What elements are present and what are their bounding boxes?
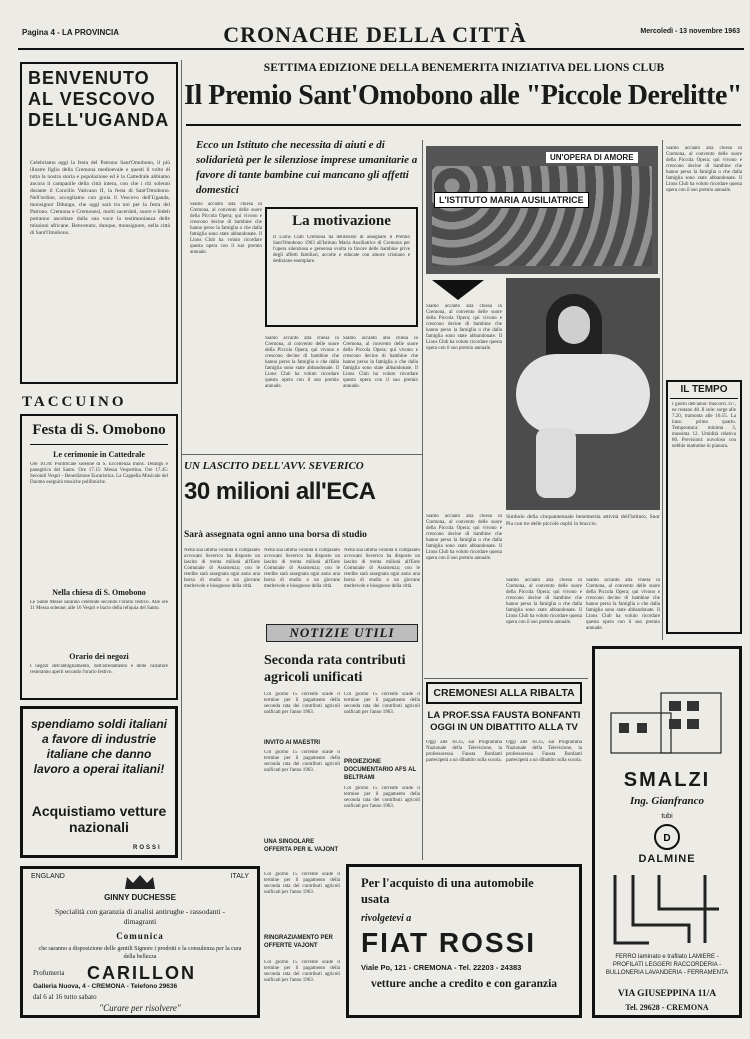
issue-date: Mercoledì - 13 novembre 1963	[640, 28, 740, 35]
ginny-address: Galleria Nuova, 4 - CREMONA - Telefono 29636	[33, 983, 178, 990]
nun-caption: Simbolo della cinquantennale benemerita attività dell'Istituto, Suor Pia con tre delle piccole ospiti in braccio.	[506, 514, 660, 527]
weather-rule	[670, 398, 738, 399]
notizie-body-1: Col giorno 15 corrente scade il termine per il pagamento della seconda rata dei contributi agricoli unificati per l'anno 1963.	[264, 692, 340, 715]
weather-text: I giorni dell'anno: trascorsi 317, ne restano 48. Il sole: sorge alle 7.20, tramonta alle 16.55. La luna: primo quarto. Temperatura: minima 3, massima 12. Umidità relativa 80. Previsioni: nuvoloso con nebbie mattutine in pianura.	[672, 402, 736, 449]
taccuino-box	[20, 414, 178, 700]
notizie-sub-afs: PROIEZIONE DOCUMENTARIO AFS AL BELTRAMI	[344, 759, 416, 781]
smalzi-dalmine: DALMINE	[638, 853, 696, 865]
photo-tag-love: UN'OPERA DI AMORE	[546, 152, 638, 163]
fiat-line3: vetture anche a credito e con garanzia	[370, 978, 558, 990]
bishop-box	[20, 62, 178, 384]
ginny-brand: GINNY DUCHESSE	[104, 893, 176, 902]
taccuino-rule	[30, 444, 168, 445]
ginny-ad	[20, 866, 260, 1018]
masthead-rule	[18, 48, 744, 50]
cremonesi-body-2: Oggi alle 18.35, sul Programma Nazionale della Televisione, la professoressa Fausta Bonfanti parteciperà a un dibattito sulla scuola.	[506, 740, 582, 763]
lions-body-col7: Siamo accanto alla chiesa in Cremona, al convento delle suore della Piccola Opera; qui vivono e crescono decine di bambine che hanno perso la famiglia o che dalla famiglia sono state abbandonate. Il Lions Club ha voluto ricordare questa opera con il suo premio annuale.	[586, 578, 660, 631]
nun-photo	[506, 278, 660, 510]
eca-kicker: UN LASCITO DELL'AVV. SEVERICO	[184, 460, 364, 472]
notizie-body-4: Col giorno 15 corrente scade il termine per il pagamento della seconda rata dei contributi agricoli unificati per l'anno 1963.	[264, 960, 340, 983]
dalmine-logo-icon	[653, 823, 681, 851]
smalzi-desc: FERRO laminato e trafilato LAMIERE - PROFILATI LEGGERI RACCORDERIA - BULLONERIA LAVANDERIA - FERRAMENTA	[605, 954, 729, 976]
taccuino-text2: Le Sante Messe saranno celebrate secondo l'orario festivo. Alle ore 11 Messa solenne; alle 16 Vespri e bacio della reliquia del Santo.	[30, 600, 168, 611]
lions-body-col2: Siamo accanto alla chiesa in Cremona, al convento delle suore della Piccola Opera; qui vivono e crescono decine di bambine che hanno perso la famiglia o che dalla famiglia sono state abbandonate. Il Lions Club ha voluto ricordare questa opera con il suo premio annuale.	[265, 336, 339, 389]
section-title: CRONACHE DELLA CITTÀ	[223, 22, 527, 47]
lions-kicker: SETTIMA EDIZIONE DELLA BENEMERITA INIZIATIVA DEL LIONS CLUB	[263, 62, 665, 74]
taccuino-sub2: Nella chiesa di S. Omobono	[52, 588, 146, 597]
lions-body-col4: Siamo accanto alla chiesa in Cremona, al convento delle suore della Piccola Opera; qui vivono e crescono decine di bambine che hanno perso la famiglia o che dalla famiglia sono state abbandonate. Il Lions Club ha voluto ricordare questa opera con il suo premio annuale.	[426, 304, 502, 351]
bishop-headline: BENVENUTO AL VESCOVO DELL'UGANDA	[28, 68, 170, 130]
weather-box	[666, 380, 742, 634]
eca-body-col2: Nella sua ultima volontà il compianto avvocato Severico ha disposto un lascito di trenta milioni all'Ente Comunale di Assistenza; con le rendite sarà assegnata ogni anno una borsa di studio a un giovane meritevole e bisognoso della città.	[264, 548, 340, 589]
notizie-headline: Seconda rata contributi agricoli unificati	[264, 653, 406, 685]
lions-body-col1: Siamo accanto alla chiesa in Cremona, al convento delle suore della Piccola Opera; qui vivono e crescono decine di bambine che hanno perso la famiglia o che dalla famiglia sono state abbandonate. Il Lions Club ha voluto ricordare questa opera con il suo premio annuale.	[190, 202, 262, 255]
smalzi-tel: Tel. 29628 - CREMONA	[625, 1003, 709, 1012]
ginny-shop-name: CARILLON	[87, 963, 196, 983]
pipes-illustration	[609, 869, 727, 949]
eca-headline: 30 milioni all'ECA	[184, 478, 376, 505]
motivazione-text: Il Lions Club Cremona ha deliberato di assegnare il Premio Sant'Omobono 1963 all'Istituto Maria Ausiliatrice di Cremona per l'opera silenziosa e generosa svolta in favore delle bambine prive degli affetti familiari, accolte e educate con amore cristiano e dedizione esemplare.	[273, 235, 410, 264]
smalzi-owner: Ing. Gianfranco	[630, 795, 704, 807]
smalzi-ad	[592, 646, 742, 1018]
fiat-rossi-ad	[346, 864, 582, 1018]
bishop-body: Celebriamo oggi la festa del Patrono Sant'Omobono, il più illustre figlio della Cremona medioevale e questi il volto di tutta la nostra storia e popolazione ed è la Cattedrale abbiamo ancora il campanile della città intera, con che i riti solenni durante il Concilio Vaticano II, la festa di Sant'Omobono. Nell'ordine, accogliamo con gioia il Vescovo dell'Uganda, monsignor Ddungu, che oggi sarà tra noi per la festa del Patrono. Cremona e Cremonesi, molti sacerdoti, suore e fedeli potranno ascoltare dalla sua voce la testimonianza delle missioni africane. Benvenuto, dunque, monsignore, nella città di Sant'Omobono.	[30, 160, 170, 236]
taccuino-sub3: Orario dei negozi	[69, 652, 129, 661]
notizie-body-3: Col giorno 15 corrente scade il termine per il pagamento della seconda rata dei contributi agricoli unificati per l'anno 1963.	[264, 872, 340, 895]
ginny-line1: Specialità con garanzia di analisi antirughe - rassodanti - dimagranti	[55, 907, 225, 926]
motivazione-box	[265, 207, 418, 327]
taccuino-label: TACCUINO	[22, 394, 127, 410]
ginny-line2: che saranno a disposizione delle gentili Signore i prodotti e la consulenza per la cura della bellezza	[38, 946, 242, 960]
buy-italian-sign: ROSSI	[133, 845, 162, 851]
fiat-brand: FIAT ROSSI	[361, 927, 537, 958]
column-rule	[182, 454, 422, 455]
fiat-address: Viale Po, 121 - CREMONA - Tel. 22203 - 24383	[361, 963, 522, 972]
building-illustration	[607, 683, 729, 757]
notizie-label: NOTIZIE UTILI	[266, 624, 418, 642]
eca-body-col3: Nella sua ultima volontà il compianto avvocato Severico ha disposto un lascito di trenta milioni all'Ente Comunale di Assistenza; con le rendite sarà assegnata ogni anno una borsa di studio a un giovane meritevole e bisognoso della città.	[344, 548, 420, 589]
cremonesi-headline: LA PROF.SSA FAUSTA BONFANTI OGGI IN UN DIBATTITO ALLA TV	[427, 710, 581, 733]
smalzi-address: VIA GIUSEPPINA 11/A	[617, 989, 717, 999]
svg-text:D: D	[663, 833, 671, 844]
lions-body-col6: Siamo accanto alla chiesa in Cremona, al convento delle suore della Piccola Opera; qui vivono e crescono decine di bambine che hanno perso la famiglia o che dalla famiglia sono state abbandonate. Il Lions Club ha voluto ricordare questa opera con il suo premio annuale.	[506, 578, 582, 625]
children-photo	[426, 146, 658, 274]
photo-tag-istituto: L'ISTITUTO MARIA AUSILIATRICE	[434, 192, 589, 208]
cremonesi-body-1: Oggi alle 18.35, sul Programma Nazionale della Televisione, la professoressa Fausta Bonfanti parteciperà a un dibattito sulla scuola.	[426, 740, 502, 763]
eca-body-col1: Nella sua ultima volontà il compianto avvocato Severico ha disposto un lascito di trenta milioni all'Ente Comunale di Assistenza; con le rendite sarà assegnata ogni anno una borsa di studio a un giovane meritevole e bisognoso della città.	[184, 548, 260, 589]
ginny-motto: "Curare per risolvere"	[99, 1003, 181, 1013]
notizie-sub-vajont: UNA SINGOLARE OFFERTA PER IL VAJONT	[264, 839, 339, 853]
taccuino-title: Festa di S. Omobono	[32, 422, 166, 438]
smalzi-brand: SMALZI	[623, 769, 711, 791]
ginny-hours: dal 6 al 16 tutto sabato	[33, 993, 97, 1001]
buy-italian-ad	[20, 706, 178, 858]
ginny-england: ENGLAND	[31, 873, 65, 880]
cremonesi-label-box	[426, 682, 582, 704]
fiat-line2: rivolgetevi a	[361, 913, 412, 924]
motivazione-title: La motivazione	[292, 213, 391, 229]
column-rule	[422, 140, 423, 860]
page-label: Pagina 4 - LA PROVINCIA	[22, 28, 120, 37]
notizie-sub-ringraz: RINGRAZIAMENTO PER OFFERTE VAJONT	[264, 935, 333, 949]
lions-body-col5: Siamo accanto alla chiesa in Cremona, al convento delle suore della Piccola Opera; qui vivono e crescono decine di bambine che hanno perso la famiglia o che dalla famiglia sono state abbandonate. Il Lions Club ha voluto ricordare questa opera con il suo premio annuale.	[426, 514, 502, 561]
column-rule	[662, 140, 663, 640]
ginny-italy: ITALY	[230, 873, 249, 880]
fiat-line1: Per l'acquisto di una automobile usata	[361, 876, 534, 906]
taccuino-text1: Ore 10.30: Pontificale solenne di S. Eccellenza mons. Ddungu e panegirico del Santo. Ore 17.15: Messa Vespertina. Ore 17.45: Secondi Vespri - Benedizione Eucaristica. La Cappella Musicale del Duomo eseguirà musiche polifoniche.	[30, 462, 168, 485]
crown-icon	[123, 873, 157, 891]
lions-body-col3: Siamo accanto alla chiesa in Cremona, al convento delle suore della Piccola Opera; qui vivono e crescono decine di bambine che hanno perso la famiglia o che dalla famiglia sono state abbandonate. Il Lions Club ha voluto ricordare questa opera con il suo premio annuale.	[343, 336, 418, 389]
cremonesi-label: CREMONESI ALLA RIBALTA	[433, 687, 575, 699]
lions-headline: Il Premio Sant'Omobono alle "Piccole Derelitte"	[184, 80, 742, 111]
notizie-body-6: Col giorno 15 corrente scade il termine per il pagamento della seconda rata dei contributi agricoli unificati per l'anno 1963.	[344, 786, 420, 809]
lions-deck: Ecco un Istituto che necessita di aiuti e di solidarietà per le silenziose imprese umanitarie a favore di tante bambine cui mancano gli affetti domestici	[196, 139, 418, 196]
notizie-sub-maestri: INVITO AI MAESTRI	[264, 740, 321, 746]
notizie-body-2: Col giorno 15 corrente scade il termine per il pagamento della seconda rata dei contributi agricoli unificati per l'anno 1963.	[264, 750, 340, 773]
column-rule	[181, 60, 182, 860]
buy-italian-text: spendiamo soldi italiani a favore di industrie italiane che danno lavoro a operai italiani!	[30, 717, 168, 776]
notizie-body-5: Col giorno 15 corrente scade il termine per il pagamento della seconda rata dei contributi agricoli unificati per l'anno 1963.	[344, 692, 420, 715]
smalzi-tubi: tubi	[661, 813, 673, 820]
taccuino-text3: I negozi dell'abbigliamento, dell'arredamento e delle calzature resteranno aperti secondo l'orario festivo.	[30, 664, 168, 675]
ginny-shop-label: Profumeria	[33, 969, 65, 977]
eca-deck: Sarà assegnata ogni anno una borsa di studio	[184, 530, 367, 540]
buy-italian-slogan: Acquistiamo vetture nazionali	[31, 803, 167, 835]
taccuino-sub1: Le cerimonie in Cattedrale	[53, 450, 145, 459]
lions-rule	[186, 124, 741, 126]
arrow-down-icon	[428, 278, 488, 302]
ginny-comunica: Comunica	[116, 931, 164, 941]
column-rule	[424, 678, 588, 679]
weather-title: IL TEMPO	[680, 384, 728, 395]
lions-body-col8: Siamo accanto alla chiesa in Cremona, al convento delle suore della Piccola Opera; qui vivono e crescono decine di bambine che hanno perso la famiglia o che dalla famiglia sono state abbandonate. Il Lions Club ha voluto ricordare questa opera con il suo premio annuale.	[666, 146, 742, 193]
